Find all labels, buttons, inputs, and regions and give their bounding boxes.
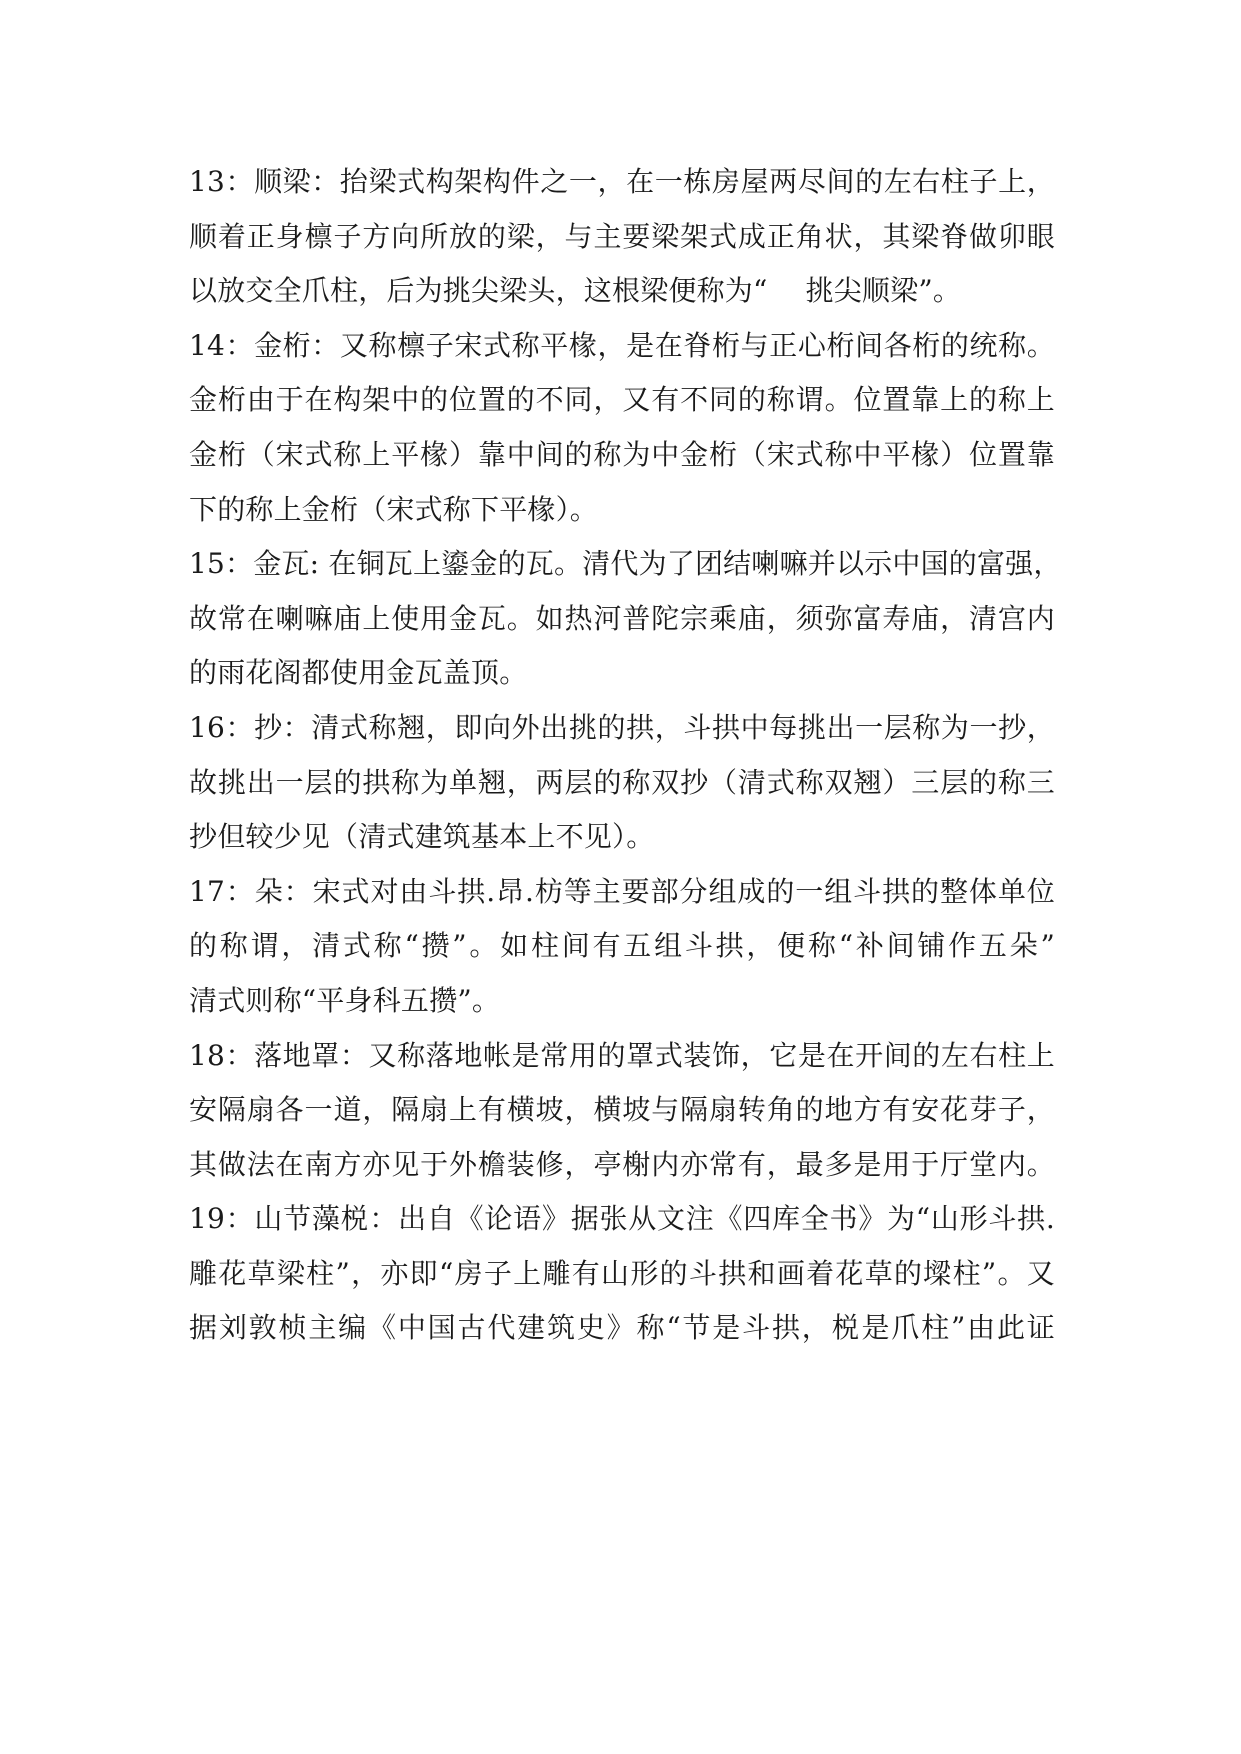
text-line: 雕花草梁柱”，亦即“房子上雕有山形的斗拱和画着花草的墚柱”。又 — [189, 1256, 1055, 1290]
text-line: 其做法在南方亦见于外檐装修，亭榭内亦常有，最多是用于厅堂内。 — [189, 1147, 1055, 1181]
text-line: 清式则称“平身科五攒”。 — [189, 983, 501, 1017]
text-line: 抄但较少见（清式建筑基本上不见）。 — [189, 820, 655, 854]
text-line: 17：朵：宋式对由斗拱.昂.枋等主要部分组成的一组斗拱的整体单位 — [189, 874, 1055, 908]
text-line: 故挑出一层的拱称为单翘，两层的称双抄（清式称双翘）三层的称三 — [189, 765, 1055, 799]
text-line: 安隔扇各一道，隔扇上有横坡，横坡与隔扇转角的地方有安花芽子， — [189, 1093, 1055, 1127]
text-line: 的雨花阁都使用金瓦盖顶。 — [189, 656, 528, 690]
text-line: 19：山节藻棁：出自《论语》据张从文注《四库全书》为“山形斗拱. — [189, 1202, 1055, 1236]
text-line: 16：抄：清式称翘，即向外出挑的拱，斗拱中每挑出一层称为一抄， — [189, 710, 1055, 744]
text-line: 据刘敦桢主编《中国古代建筑史》称“节是斗拱，棁是爪柱”由此证 — [189, 1311, 1055, 1345]
text-line: 的称谓，清式称“攒”。如柱间有五组斗拱，便称“补间铺作五朵” — [189, 929, 1055, 963]
text-line: 14：金桁：又称檩子宋式称平椽，是在脊桁与正心桁间各桁的统称。 — [189, 328, 1055, 362]
text-line: 金桁由于在构架中的位置的不同，又有不同的称谓。位置靠上的称上 — [189, 383, 1055, 417]
text-line: 金桁（宋式称上平椽）靠中间的称为中金桁（宋式称中平椽）位置靠 — [189, 437, 1055, 471]
text-line: 18：落地罩：又称落地帐是常用的罩式装饰，它是在开间的左右柱上 — [189, 1038, 1055, 1072]
text-line: 15：金瓦: 在铜瓦上鎏金的瓦。清代为了团结喇嘛并以示中国的富强， — [189, 547, 1062, 581]
document-page — [189, 155, 1062, 1356]
text-line: 顺着正身檩子方向所放的梁，与主要梁架式成正角状，其梁脊做卯眼 — [189, 219, 1055, 253]
text-line: 13：顺梁：抬梁式构架构件之一，在一栋房屋两尽间的左右柱子上， — [189, 165, 1055, 198]
text-fragment: 挑尖顺梁”。 — [805, 274, 962, 308]
text-line: 故常在喇嘛庙上使用金瓦。如热河普陀宗乘庙，须弥富寿庙，清宫内 — [189, 601, 1055, 635]
text-fragment: 以放交全爪柱，后为挑尖梁头，这根梁便称为“ — [189, 274, 768, 308]
text-line — [189, 264, 1055, 319]
text-line: 下的称上金桁（宋式称下平椽）。 — [189, 492, 599, 526]
